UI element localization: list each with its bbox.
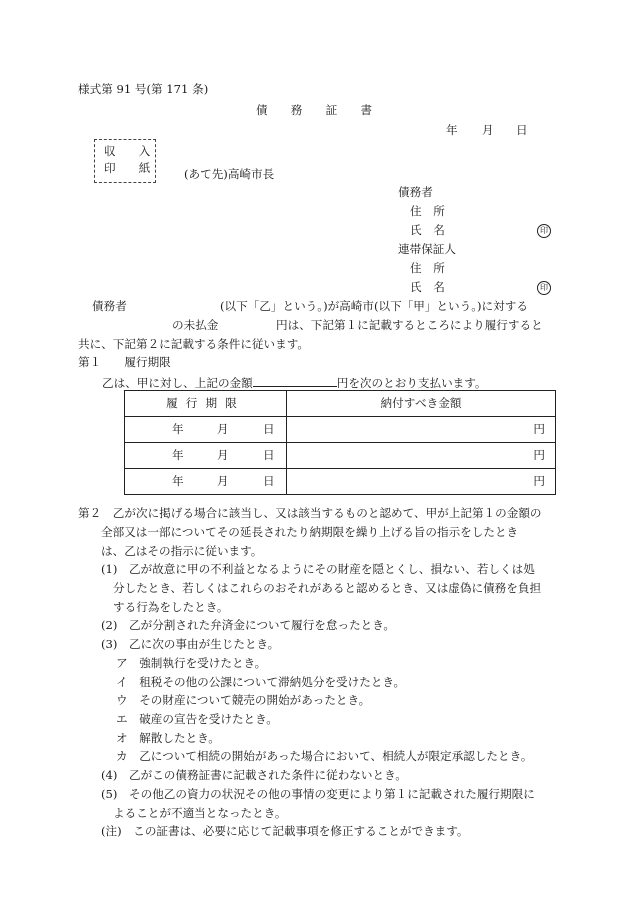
date-cell xyxy=(125,469,287,495)
list-item: (2) 乙が分割された弁済金について履行を怠ったとき。 xyxy=(101,618,395,632)
list-item: ウ その財産について競売の開始があったとき。 xyxy=(116,693,371,707)
row-month: 月 xyxy=(217,448,229,462)
table-row xyxy=(125,443,556,469)
table-row xyxy=(125,469,556,495)
section2-line2: 全部又は一部についてその延長されたり納期限を繰り上げる旨の指示をしたとき xyxy=(101,525,519,539)
header-period: 履行期限 xyxy=(125,391,287,417)
debtor-name-label: 氏 名 xyxy=(410,223,445,237)
stamp-label-line2: 印 紙 xyxy=(104,161,151,175)
amount-cell: 円 xyxy=(287,469,556,495)
list-item: (5) その他乙の資力の状況その他の事情の変更により第１に記載された履行期限に xyxy=(101,787,535,801)
row-day: 日 xyxy=(263,474,275,488)
amount-cell: 円 xyxy=(287,417,556,443)
table-header-row xyxy=(125,391,556,417)
list-item: オ 解散したとき。 xyxy=(116,731,220,745)
list-item: (1) 乙が故意に甲の不利益となるようにその財産を隠とくし、損ない、若しくは処 xyxy=(101,562,535,576)
row-day: 日 xyxy=(263,422,275,436)
stamp-label-line1: 収 入 xyxy=(104,144,151,158)
note: (注) この証書は、必要に応じて記載事項を修正することができます。 xyxy=(101,824,469,838)
date-cell xyxy=(125,417,287,443)
form-number: 様式第 91 号(第 171 条) xyxy=(78,82,209,96)
row-year: 年 xyxy=(172,422,184,436)
table-row xyxy=(125,417,556,443)
intro-line2: 円は、下記第１に記載するところにより履行すると xyxy=(276,318,543,332)
debtor-address-label: 住 所 xyxy=(410,204,445,218)
section1-text xyxy=(102,375,487,390)
guarantor-heading: 連帯保証人 xyxy=(398,242,456,256)
intro-unpaid-word: の未払金 xyxy=(172,318,219,332)
list-item: (3) 乙に次の事由が生じたとき。 xyxy=(101,637,280,651)
row-month: 月 xyxy=(217,474,229,488)
section1-heading: 第１ 履行期限 xyxy=(78,355,171,369)
list-item: する行為をしたとき。 xyxy=(113,600,229,614)
date-day-label: 日 xyxy=(516,123,528,137)
section1-text-b: 円を次のとおり支払います。 xyxy=(336,376,487,390)
amount-blank-line xyxy=(253,375,337,387)
list-item: カ 乙について相続の開始があった場合において、相続人が限定承認したとき。 xyxy=(116,749,533,763)
list-item: 分したとき、若しくはこれらのおそれがあると認めるとき、又は虚偽に債務を負担 xyxy=(113,581,542,595)
list-item: (4) 乙がこの債務証書に記載された条件に従わないとき。 xyxy=(101,768,407,782)
list-item: エ 破産の宣告を受けたとき。 xyxy=(116,712,278,726)
guarantor-address-label: 住 所 xyxy=(410,261,445,275)
section2-line1: 第２ 乙が次に掲げる場合に該当し、又は該当するものと認めて、甲が上記第１の金額の xyxy=(78,506,542,520)
intro-debtor-word: 債務者 xyxy=(92,299,127,313)
list-item: イ 租税その他の公課について滞納処分を受けたとき。 xyxy=(116,675,406,689)
debtor-seal-icon: 印 xyxy=(537,224,551,238)
date-month-label: 月 xyxy=(482,123,494,137)
intro-line1: (以下「乙」という。)が高崎市(以下「甲」という。)に対する xyxy=(220,299,528,313)
list-item: よることが不適当となったとき。 xyxy=(113,806,287,820)
section1-text-a: 乙は、甲に対し、上記の金額 xyxy=(102,376,253,390)
header-amount: 納付すべき金額 xyxy=(287,391,556,417)
addressee: (あて先)高崎市長 xyxy=(184,167,275,181)
row-day: 日 xyxy=(263,448,275,462)
date-year-label: 年 xyxy=(446,123,458,137)
guarantor-name-label: 氏 名 xyxy=(410,280,445,294)
row-year: 年 xyxy=(172,448,184,462)
list-item: ア 強制執行を受けたとき。 xyxy=(116,656,267,670)
amount-cell: 円 xyxy=(287,443,556,469)
row-year: 年 xyxy=(172,474,184,488)
payment-schedule-table xyxy=(124,390,556,495)
debtor-heading: 債務者 xyxy=(398,185,433,199)
intro-line3: 共に、下記第２に記載する条件に従います。 xyxy=(78,337,309,351)
date-cell xyxy=(125,443,287,469)
section2-line3: は、乙はその指示に従います。 xyxy=(101,544,263,558)
page-title: 債 務 証 書 xyxy=(256,103,372,117)
row-month: 月 xyxy=(217,422,229,436)
guarantor-seal-icon: 印 xyxy=(537,281,551,295)
